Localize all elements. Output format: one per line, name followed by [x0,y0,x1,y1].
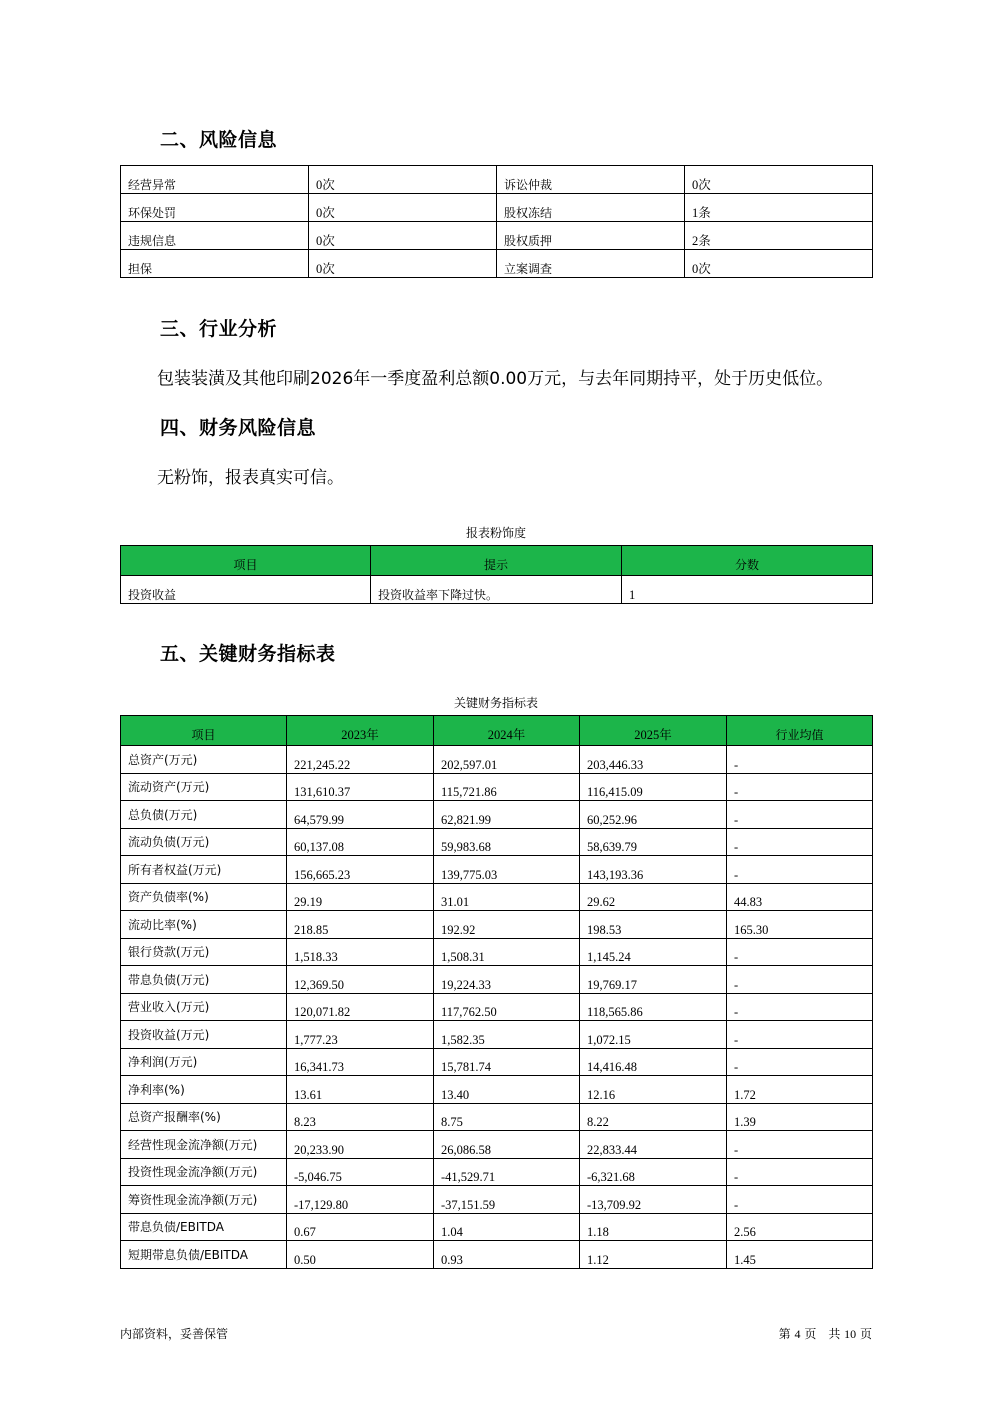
metric-value: - [727,938,873,966]
metric-value: - [727,801,873,829]
table-row [121,1131,873,1159]
metric-value: 58,639.79 [580,828,727,856]
key-financials-caption: 关键财务指标表 [453,696,538,710]
metric-value: 0.50 [287,1241,434,1269]
table-row [121,911,873,939]
table-row [121,166,873,194]
key-financials-table [120,715,873,1269]
risk-label: 环保处罚 [121,194,309,222]
page-suffix: 页 [859,1327,872,1341]
header-score: 分数 [622,546,873,576]
metric-value: 64,579.99 [287,801,434,829]
table-row [121,250,873,278]
metric-label: 总负债(万元) [121,801,287,829]
metric-label: 经营性现金流净额(万元) [121,1131,287,1159]
section-heading-risk: 二、风险信息 [160,129,278,151]
metric-value: 22,833.44 [580,1131,727,1159]
metric-value: -5,046.75 [287,1158,434,1186]
table-row [121,828,873,856]
whitewash-table [120,545,873,604]
metric-value: - [727,966,873,994]
metric-value: 59,983.68 [434,828,580,856]
risk-label: 违规信息 [121,222,309,250]
table-row [121,773,873,801]
metric-value: 2.56 [727,1213,873,1241]
risk-label: 经营异常 [121,166,309,194]
table-row [121,801,873,829]
table-row [121,1103,873,1131]
footer-confidential-note: 内部资料，妥善保管 [120,1327,229,1341]
metric-value: 12.16 [580,1076,727,1104]
table-row [121,746,873,774]
metric-label: 筹资性现金流净额(万元) [121,1186,287,1214]
risk-value: 0次 [309,194,497,222]
risk-label: 股权质押 [497,222,685,250]
metric-label: 带息负债/EBITDA [121,1213,287,1241]
table-row [121,222,873,250]
metric-value: 19,224.33 [434,966,580,994]
table-row [121,1021,873,1049]
metric-value: 120,071.82 [287,993,434,1021]
metric-value: 218.85 [287,911,434,939]
section-heading-key-financials: 五、关键财务指标表 [160,643,336,665]
risk-label: 担保 [121,250,309,278]
metric-value: 62,821.99 [434,801,580,829]
risk-value: 1条 [685,194,873,222]
metric-value: - [727,828,873,856]
metric-value: - [727,746,873,774]
metric-value: -13,709.92 [580,1186,727,1214]
metric-value: 131,610.37 [287,773,434,801]
risk-value: 0次 [685,166,873,194]
metric-value: 12,369.50 [287,966,434,994]
metric-label: 净利率(%) [121,1076,287,1104]
metric-value: - [727,1131,873,1159]
metric-value: 117,762.50 [434,993,580,1021]
table-row [121,1158,873,1186]
page-total: 10 [844,1327,857,1341]
metric-value: 13.61 [287,1076,434,1104]
metric-value: 118,565.86 [580,993,727,1021]
table-row [121,1241,873,1269]
metric-value: 156,665.23 [287,856,434,884]
column-header: 行业均值 [727,716,873,746]
metric-value: 1,518.33 [287,938,434,966]
metric-label: 总资产(万元) [121,746,287,774]
table-row [121,856,873,884]
metric-value: -41,529.71 [434,1158,580,1186]
metric-value: 1,145.24 [580,938,727,966]
whitewash-score: 1 [622,576,873,604]
risk-value: 0次 [309,222,497,250]
column-header: 2024年 [434,716,580,746]
metric-value: 8.22 [580,1103,727,1131]
metric-value: 1.12 [580,1241,727,1269]
metric-label: 流动比率(%) [121,911,287,939]
metric-value: 31.01 [434,883,580,911]
metric-value: 1.45 [727,1241,873,1269]
metric-value: 14,416.48 [580,1048,727,1076]
metric-value: - [727,1048,873,1076]
page-mid: 页 共 [804,1327,841,1341]
metric-value: 1,072.15 [580,1021,727,1049]
metric-value: 116,415.09 [580,773,727,801]
metric-label: 所有者权益(万元) [121,856,287,884]
risk-label: 立案调查 [497,250,685,278]
risk-label: 诉讼仲裁 [497,166,685,194]
metric-value: 192.92 [434,911,580,939]
metric-value: - [727,993,873,1021]
table-row [121,1213,873,1241]
metric-label: 净利润(万元) [121,1048,287,1076]
risk-value: 0次 [309,166,497,194]
metric-value: 20,233.90 [287,1131,434,1159]
metric-value: 0.93 [434,1241,580,1269]
metric-value: -6,321.68 [580,1158,727,1186]
metric-value: - [727,1186,873,1214]
metric-value: 221,245.22 [287,746,434,774]
metric-value: -17,129.80 [287,1186,434,1214]
table-row [121,576,873,604]
column-header: 2023年 [287,716,434,746]
column-header: 项目 [121,716,287,746]
whitewash-caption: 报表粉饰度 [465,526,526,540]
risk-value: 0次 [309,250,497,278]
risk-value: 2条 [685,222,873,250]
metric-label: 投资收益(万元) [121,1021,287,1049]
metric-value: 26,086.58 [434,1131,580,1159]
metric-value: 1,582.35 [434,1021,580,1049]
metric-value: 15,781.74 [434,1048,580,1076]
metric-value: - [727,856,873,884]
metric-value: 203,446.33 [580,746,727,774]
metric-value: 13.40 [434,1076,580,1104]
metric-value: 16,341.73 [287,1048,434,1076]
table-row [121,966,873,994]
metric-value: 60,252.96 [580,801,727,829]
metric-value: 8.23 [287,1103,434,1131]
metric-label: 总资产报酬率(%) [121,1103,287,1131]
metric-value: 44.83 [727,883,873,911]
metric-label: 投资性现金流净额(万元) [121,1158,287,1186]
table-row [121,883,873,911]
table-row [121,1186,873,1214]
metric-value: 8.75 [434,1103,580,1131]
whitewash-item: 投资收益 [121,576,371,604]
metric-value: 165.30 [727,911,873,939]
table-row [121,1076,873,1104]
metric-label: 带息负债(万元) [121,966,287,994]
metric-value: 0.67 [287,1213,434,1241]
metric-value: 1,508.31 [434,938,580,966]
metric-label: 短期带息负债/EBITDA [121,1241,287,1269]
page-current: 4 [794,1327,801,1341]
section-heading-industry: 三、行业分析 [160,318,278,340]
table-row [121,194,873,222]
metric-value: - [727,1158,873,1186]
metric-value: 60,137.08 [287,828,434,856]
metric-value: 1,777.23 [287,1021,434,1049]
risk-info-table [120,165,873,278]
metric-value: 29.62 [580,883,727,911]
metric-value: 139,775.03 [434,856,580,884]
table-row [121,993,873,1021]
metric-value: 198.53 [580,911,727,939]
metric-label: 资产负债率(%) [121,883,287,911]
column-header: 2025年 [580,716,727,746]
industry-analysis-text: 包装装潢及其他印刷2026年一季度盈利总额0.00万元，与去年同期持平，处于历史低位。 [157,369,834,389]
metric-label: 银行贷款(万元) [121,938,287,966]
metric-value: 143,193.36 [580,856,727,884]
metric-value: 1.04 [434,1213,580,1241]
table-row [121,1048,873,1076]
metric-label: 流动资产(万元) [121,773,287,801]
risk-label: 股权冻结 [497,194,685,222]
metric-value: 29.19 [287,883,434,911]
metric-value: 1.18 [580,1213,727,1241]
metric-value: 19,769.17 [580,966,727,994]
header-item: 项目 [121,546,371,576]
page-prefix: 第 [778,1327,791,1341]
metric-value: 1.39 [727,1103,873,1131]
section-heading-financial-risk: 四、财务风险信息 [160,417,317,439]
risk-value: 0次 [685,250,873,278]
metric-value: 202,597.01 [434,746,580,774]
metric-label: 流动负债(万元) [121,828,287,856]
header-hint: 提示 [371,546,622,576]
whitewash-hint: 投资收益率下降过快。 [371,576,622,604]
metric-value: 115,721.86 [434,773,580,801]
page-number [779,1325,872,1342]
metric-value: - [727,773,873,801]
metric-label: 营业收入(万元) [121,993,287,1021]
financial-risk-text: 无粉饰，报表真实可信。 [157,468,344,488]
table-row [121,938,873,966]
metric-value: -37,151.59 [434,1186,580,1214]
metric-value: - [727,1021,873,1049]
metric-value: 1.72 [727,1076,873,1104]
